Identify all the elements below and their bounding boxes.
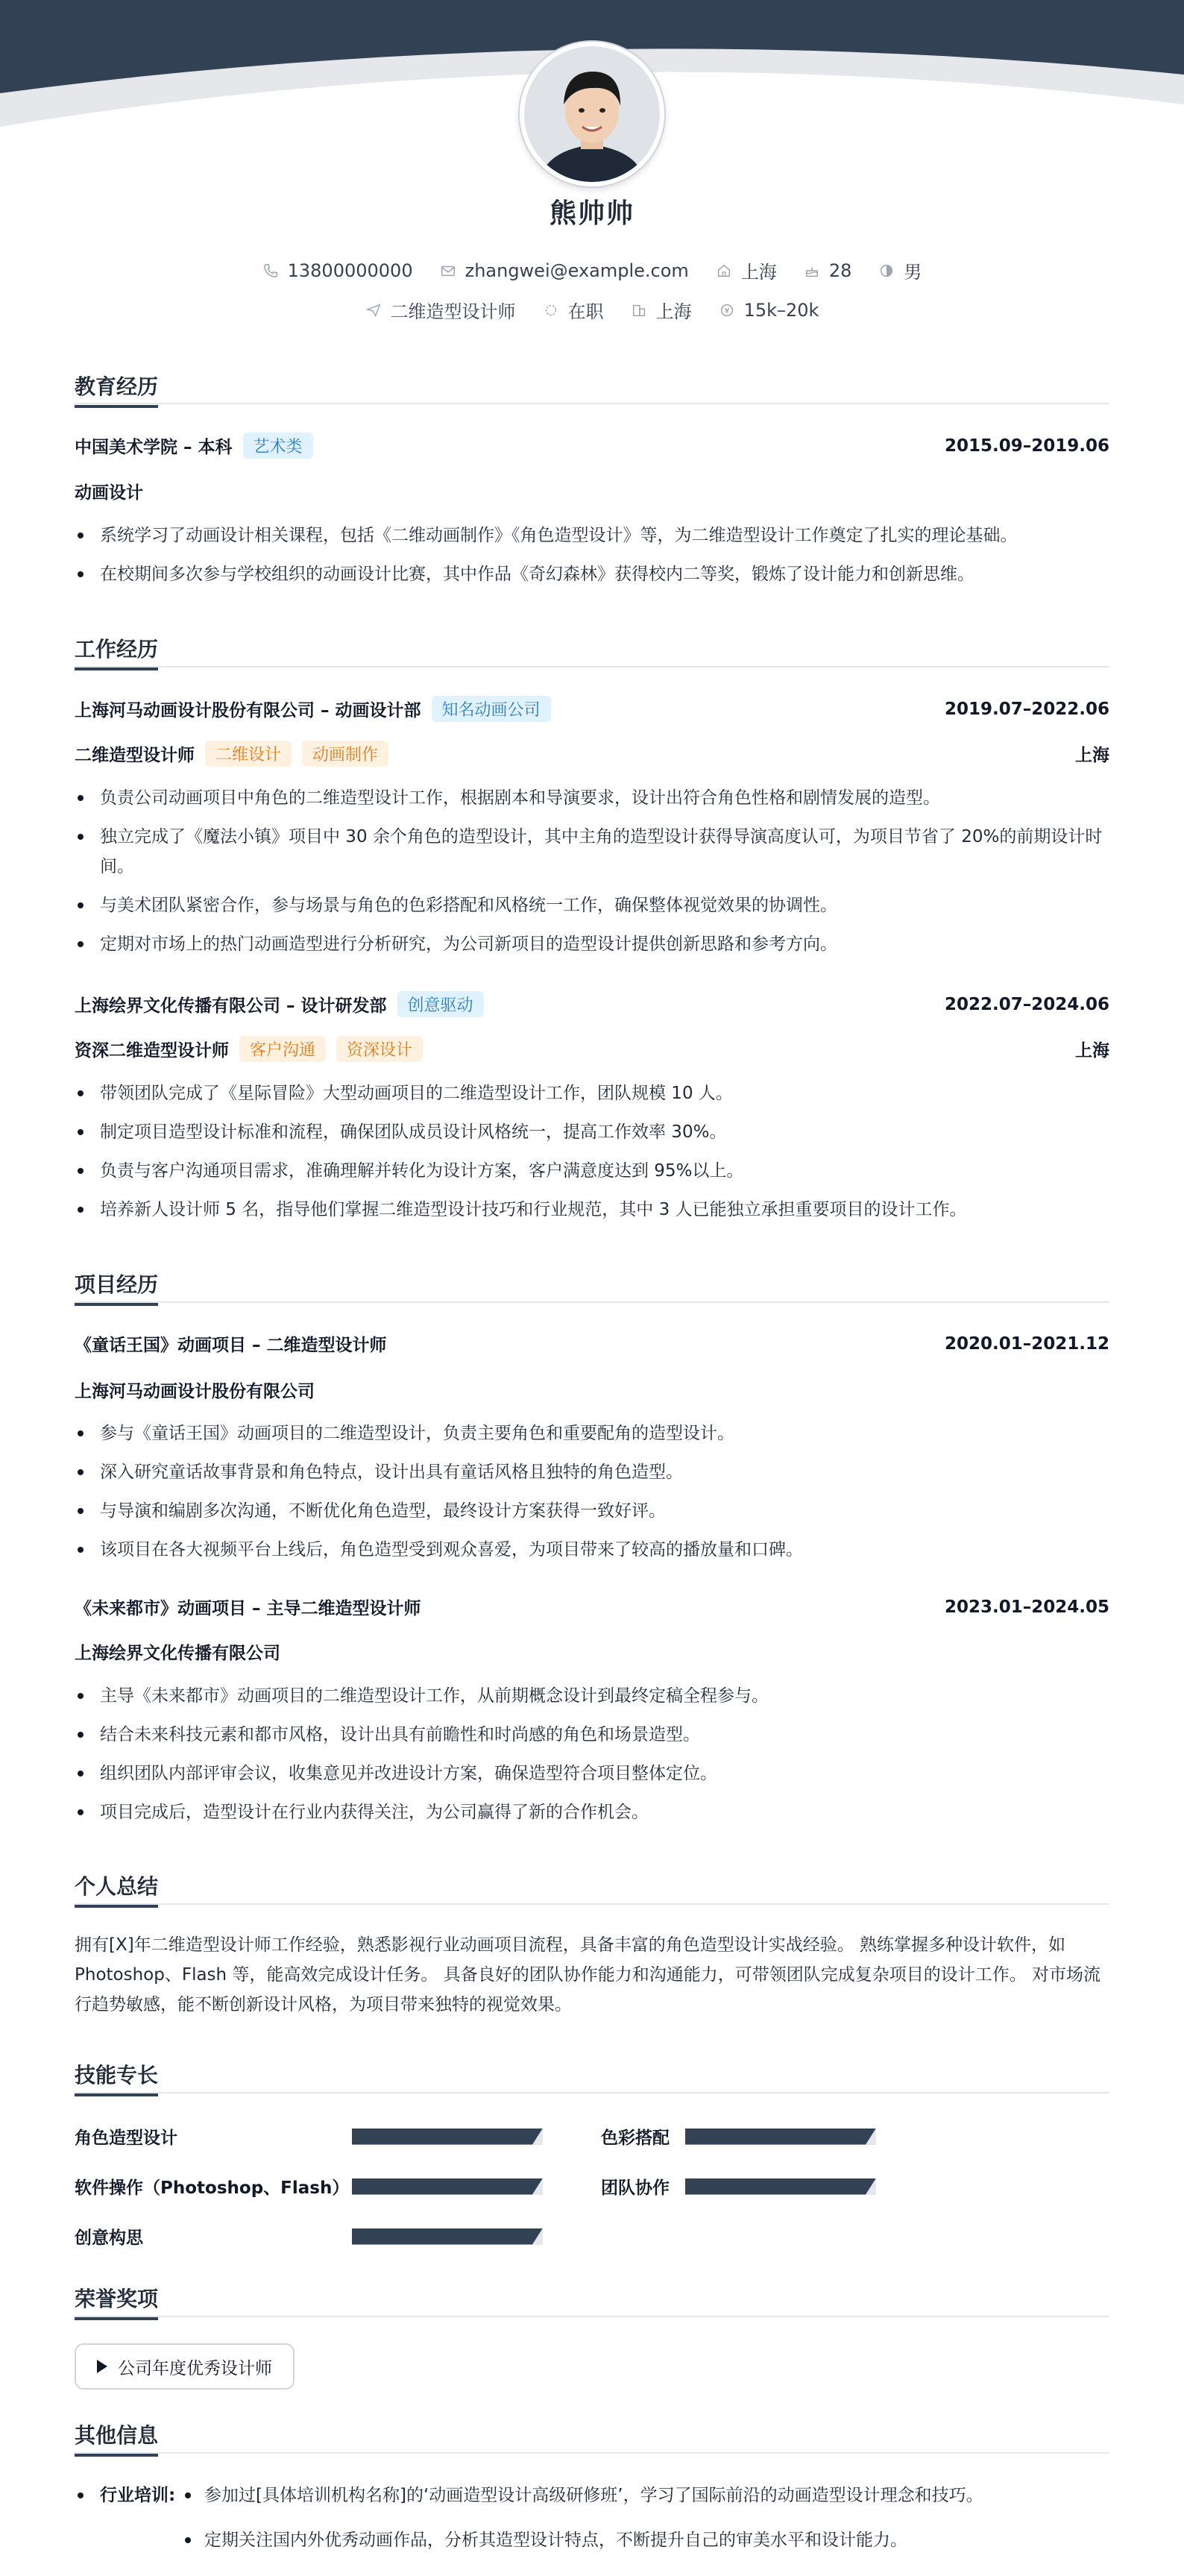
training-label: 行业培训: xyxy=(75,2481,183,2570)
skill-name: 角色造型设计 xyxy=(75,2129,177,2148)
list-item: 参与《童话王国》动画项目的二维造型设计，负责主要角色和重要配角的造型设计。 xyxy=(75,1419,1109,1448)
list-item: 独立完成了《魔法小镇》项目中 30 余个角色的造型设计，其中主角的造型设计获得导演高度认可，为项目节省了 20%的前期设计时间。 xyxy=(75,822,1109,882)
list-item: 组织团队内部评审会议，收集意见并改进设计方案，确保造型符合项目整体定位。 xyxy=(75,1759,1109,1788)
skill-bar xyxy=(352,2129,543,2145)
project-1-bullets xyxy=(75,1419,1109,1574)
role-name: 二维造型设计师 xyxy=(75,746,195,765)
skill-bar xyxy=(685,2178,876,2195)
city-text: 上海 xyxy=(740,262,777,283)
work-period: 2019.07–2022.06 xyxy=(944,699,1109,719)
project-name: 《童话王国》动画项目 – 二维造型设计师 xyxy=(75,1336,387,1355)
status-text: 在职 xyxy=(567,301,604,322)
work-1-header xyxy=(75,696,1109,722)
phone-icon xyxy=(262,263,279,279)
list-item: 定期对市场上的热门动画造型进行分析研究，为公司新项目的造型设计提供创新思路和参考方向。 xyxy=(75,929,1109,959)
salary-text: 15k–20k xyxy=(743,299,819,321)
award-item[interactable] xyxy=(75,2343,295,2390)
skill-item xyxy=(75,2124,543,2149)
list-item: 制定项目造型设计标准和流程，确保团队成员设计风格统一，提高工作效率 30%。 xyxy=(75,1117,1109,1147)
list-item: 深入研究童话故事背景和角色特点，设计出具有童话风格且独特的角色造型。 xyxy=(75,1457,1109,1487)
contact-info-row xyxy=(0,257,1184,283)
education-header xyxy=(75,433,1109,459)
projects-title: 项目经历 xyxy=(75,1269,158,1298)
skill-bar xyxy=(685,2129,876,2145)
home-icon xyxy=(716,263,732,279)
project-1-header xyxy=(75,1331,1109,1356)
education-period: 2015.09–2019.06 xyxy=(944,436,1109,456)
school-name: 中国美术学院 – 本科 xyxy=(75,438,233,457)
project-2-header xyxy=(75,1595,1109,1619)
company-name: 上海河马动画设计股份有限公司 – 动画设计部 xyxy=(75,701,421,720)
status-icon xyxy=(543,302,559,318)
job-intent-row xyxy=(0,297,1184,323)
candidate-name: 熊帅帅 xyxy=(549,198,634,229)
list-item: 结合未来科技元素和都市风格，设计出具有前瞻性和时尚感的角色和场景造型。 xyxy=(75,1720,1109,1750)
list-item: 负责与客户沟通项目需求，准确理解并转化为设计方案，客户满意度达到 95%以上。 xyxy=(75,1156,1109,1186)
list-item: 负责公司动画项目中角色的二维造型设计工作，根据剧本和导演要求，设计出符合角色性格和剧情发展的造型。 xyxy=(75,783,1109,813)
project-company: 上海河马动画设计股份有限公司 xyxy=(75,1382,315,1401)
education-title: 教育经历 xyxy=(75,371,158,400)
training-list xyxy=(183,2481,1109,2570)
salary-info xyxy=(719,300,819,321)
project-name: 《未来都市》动画项目 – 主导二维造型设计师 xyxy=(75,1599,421,1618)
summary-text: 拥有[X]年二维造型设计师工作经验，熟悉影视行业动画项目流程，具备丰富的角色造型设计实战经验。 熟练掌握多种设计软件，如 Photoshop、Flash 等，能高效完成设计任务。 具备良好的团队协作能力和沟通能力，可带领团队完成复杂项目的设计工作。 对市场流行趋势敏感，能不断创新设计风格，为项目带来独特的视觉效果。 xyxy=(75,1935,1101,2014)
section-divider xyxy=(75,2452,1109,2454)
list-item: 该项目在各大视频平台上线后，角色造型受到观众喜爱，为项目带来了较高的播放量和口碑。 xyxy=(75,1535,1109,1565)
phone-text: 13800000000 xyxy=(287,260,413,281)
age-info xyxy=(804,260,852,281)
section-divider xyxy=(75,1903,1109,1905)
work-title: 工作经历 xyxy=(75,633,158,663)
list-item: 培养新人设计师 5 名，指导他们掌握二维造型设计技巧和行业规范，其中 3 人已能独立承担重要项目的设计工作。 xyxy=(75,1195,1109,1225)
send-icon xyxy=(365,302,382,318)
skill-item xyxy=(601,2124,876,2149)
email-info xyxy=(440,260,689,281)
target-city-info xyxy=(631,297,692,323)
list-item: 与导演和编剧多次沟通，不断优化角色造型，最终设计方案获得一致好评。 xyxy=(75,1496,1109,1526)
skill-name: 软件操作（Photoshop、Flash） xyxy=(75,2178,350,2198)
role-tag: 客户沟通 xyxy=(239,1036,326,1062)
skill-bar xyxy=(352,2228,543,2245)
play-icon xyxy=(97,2360,107,2373)
other-title: 其他信息 xyxy=(75,2419,158,2449)
list-item: 定期关注国内外优秀动画作品，分析其造型设计特点，不断提升自己的审美水平和设计能力。 xyxy=(183,2525,1109,2555)
mail-icon xyxy=(440,263,456,279)
school-tag: 艺术类 xyxy=(243,433,313,459)
work-city: 上海 xyxy=(1075,1041,1109,1061)
list-item: 带领团队完成了《星际冒险》大型动画项目的二维造型设计工作，团队规模 10 人。 xyxy=(75,1078,1109,1108)
skill-name: 团队协作 xyxy=(601,2178,670,2198)
target-city-text: 上海 xyxy=(655,301,692,322)
money-icon xyxy=(719,302,735,318)
project-period: 2020.01–2021.12 xyxy=(944,1333,1109,1354)
section-divider xyxy=(75,2316,1109,2317)
work-1-role-row xyxy=(75,741,1109,767)
project-2-bullets xyxy=(75,1681,1109,1836)
company-tag: 知名动画公司 xyxy=(432,696,551,722)
skill-bar-fill xyxy=(685,2178,876,2195)
project-period: 2023.01–2024.05 xyxy=(944,1597,1109,1617)
status-info xyxy=(543,297,604,323)
major: 动画设计 xyxy=(75,483,143,503)
email-text: zhangwei@example.com xyxy=(465,260,689,281)
list-item: 项目完成后，造型设计在行业内获得关注，为公司赢得了新的合作机会。 xyxy=(75,1797,1109,1827)
list-item: 参加过[具体培训机构名称]的‘动画造型设计高级研修班’，学习了国际前沿的动画造型设计理念和技巧。 xyxy=(183,2481,1109,2510)
skill-name: 创意构思 xyxy=(75,2228,143,2248)
skill-bar-fill xyxy=(352,2129,543,2145)
job-target-info xyxy=(365,297,516,323)
skill-item xyxy=(75,2174,543,2199)
section-divider xyxy=(75,403,1109,404)
project-company: 上海绘界文化传播有限公司 xyxy=(75,1644,280,1663)
work-2-bullets xyxy=(75,1078,1109,1234)
age-text: 28 xyxy=(828,260,852,281)
skill-item xyxy=(75,2224,543,2249)
list-item: 系统学习了动画设计相关课程，包括《二维动画制作》《角色造型设计》等，为二维造型设计工作奠定了扎实的理论基础。 xyxy=(75,521,1109,550)
skill-item xyxy=(601,2174,876,2199)
section-divider xyxy=(75,666,1109,667)
gender-info xyxy=(878,257,922,283)
avatar xyxy=(520,42,664,186)
building-icon xyxy=(631,302,647,318)
work-2-role-row xyxy=(75,1036,1109,1062)
education-bullets xyxy=(75,521,1109,598)
list-item: 与美术团队紧密合作，参与场景与角色的色彩搭配和风格统一工作，确保整体视觉效果的协调性。 xyxy=(75,890,1109,920)
gender-icon xyxy=(878,263,895,279)
job-target-text: 二维造型设计师 xyxy=(390,301,516,322)
role-tag: 二维设计 xyxy=(205,741,292,767)
work-2-header xyxy=(75,991,1109,1017)
awards-title: 荣誉奖项 xyxy=(75,2283,158,2313)
award-text: 公司年度优秀设计师 xyxy=(118,2358,272,2378)
company-tag: 创意驱动 xyxy=(397,991,484,1017)
list-item: 在校期间多次参与学校组织的动画设计比赛，其中作品《奇幻森林》获得校内二等奖，锻炼了设计能力和创新思维。 xyxy=(75,559,1109,589)
skill-name: 色彩搭配 xyxy=(601,2129,670,2148)
section-divider xyxy=(75,1301,1109,1303)
company-name: 上海绘界文化传播有限公司 – 设计研发部 xyxy=(75,996,387,1016)
gender-text: 男 xyxy=(904,262,922,283)
other-info xyxy=(75,2481,1109,2570)
cake-icon xyxy=(804,263,820,279)
role-tag: 动画制作 xyxy=(302,741,388,767)
skill-bar-fill xyxy=(352,2178,543,2195)
section-divider xyxy=(75,2092,1109,2093)
skill-bar-fill xyxy=(352,2228,543,2245)
role-tag: 资深设计 xyxy=(336,1036,423,1062)
phone-info xyxy=(262,260,413,281)
skill-bar-fill xyxy=(685,2129,876,2145)
skills-title: 技能专长 xyxy=(75,2059,158,2089)
role-name: 资深二维造型设计师 xyxy=(75,1041,229,1061)
skill-bar xyxy=(352,2178,543,2195)
work-1-bullets xyxy=(75,783,1109,968)
city-info xyxy=(716,257,777,283)
list-item: 主导《未来都市》动画项目的二维造型设计工作，从前期概念设计到最终定稿全程参与。 xyxy=(75,1681,1109,1711)
summary-title: 个人总结 xyxy=(75,1870,158,1900)
work-period: 2022.07–2024.06 xyxy=(944,994,1109,1014)
work-city: 上海 xyxy=(1075,746,1109,765)
